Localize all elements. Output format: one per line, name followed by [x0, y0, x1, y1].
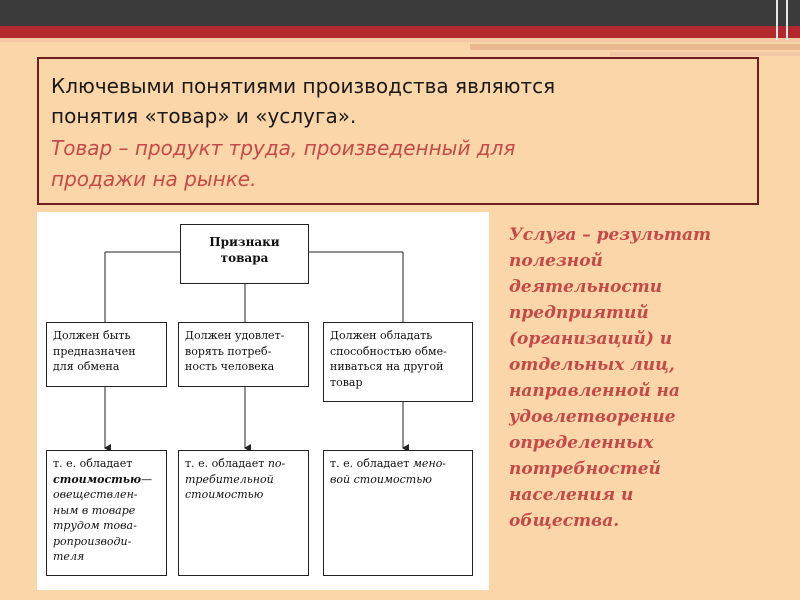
decor-stripe — [610, 52, 800, 56]
box-text-line: ропроизводи- — [53, 534, 132, 548]
box-text-line: — — [141, 472, 153, 486]
service-line: общества. — [509, 511, 620, 531]
top-divider — [0, 38, 800, 42]
title-box — [37, 57, 759, 205]
service-line: (организаций) и — [509, 329, 673, 349]
consequence-box-use-value — [178, 450, 309, 576]
diagram-header-box: Признаки товара — [180, 224, 309, 284]
box-text-line: Должен обладать — [330, 329, 433, 342]
product-definition — [51, 133, 745, 195]
decor-line — [776, 0, 778, 40]
box-text-line: предназначен — [53, 344, 136, 358]
box-text-line: ность человека — [185, 360, 275, 373]
box-text-line: требительной — [185, 472, 274, 486]
box-text-line: трудом това- — [53, 519, 137, 532]
consequence-box-exchange-value — [323, 450, 473, 576]
definition-line: Товар – продукт труда, произведенный для — [51, 136, 516, 160]
box-text-line: по- — [267, 457, 286, 470]
box-text-line: т. е. обладает — [330, 457, 410, 470]
service-line: деятельности — [509, 277, 663, 297]
requirement-box-need — [178, 322, 309, 387]
box-text-line: ворять потреб- — [185, 344, 272, 358]
service-line: полезной — [509, 251, 603, 271]
service-line: предприятий — [509, 303, 649, 323]
box-text-line: вой стоимостью — [330, 472, 432, 486]
slide-title-line: понятия «товар» и «услуга». — [51, 104, 357, 128]
service-line: потребностей — [509, 459, 661, 479]
box-text-line: т. е. обладает — [185, 457, 265, 470]
box-emphasis: стоимостью — [53, 472, 142, 486]
box-text-line: ниваться на другой — [330, 360, 444, 373]
consequence-box-value — [46, 450, 167, 576]
requirement-box-exchangeability — [323, 322, 473, 402]
top-bar — [0, 0, 800, 26]
service-definition — [509, 222, 779, 534]
definition-line: продажи на рынке. — [51, 167, 257, 191]
product-attributes-diagram — [37, 212, 489, 590]
box-text-line: для обмена — [53, 360, 120, 373]
box-text-line: Должен удовлет- — [185, 329, 285, 342]
box-text-line: мено- — [412, 457, 447, 470]
service-line: отдельных лиц, — [509, 355, 675, 375]
decor-line — [786, 0, 788, 40]
service-line: населения и — [509, 485, 634, 505]
box-text-line: овеществлен- — [53, 488, 138, 501]
box-text-line: стоимостью — [185, 488, 264, 501]
box-text-line: способностью обме- — [330, 344, 447, 358]
box-text-line: теля — [53, 550, 85, 563]
box-text-line: товар — [330, 375, 363, 389]
slide-title-line: Ключевыми понятиями производства являются — [51, 74, 556, 98]
decor-stripe — [470, 44, 800, 50]
box-text-line: Должен быть — [53, 329, 131, 342]
top-accent-bar — [0, 26, 800, 38]
service-line: определенных — [509, 433, 654, 453]
service-line: направленной на — [509, 381, 680, 401]
box-text-line: т. е. обладает — [53, 457, 133, 470]
box-text-line: ным в товаре — [53, 503, 136, 517]
service-line: Услуга – результат — [509, 225, 712, 245]
requirement-box-exchange — [46, 322, 167, 387]
service-line: удовлетворение — [509, 407, 676, 427]
